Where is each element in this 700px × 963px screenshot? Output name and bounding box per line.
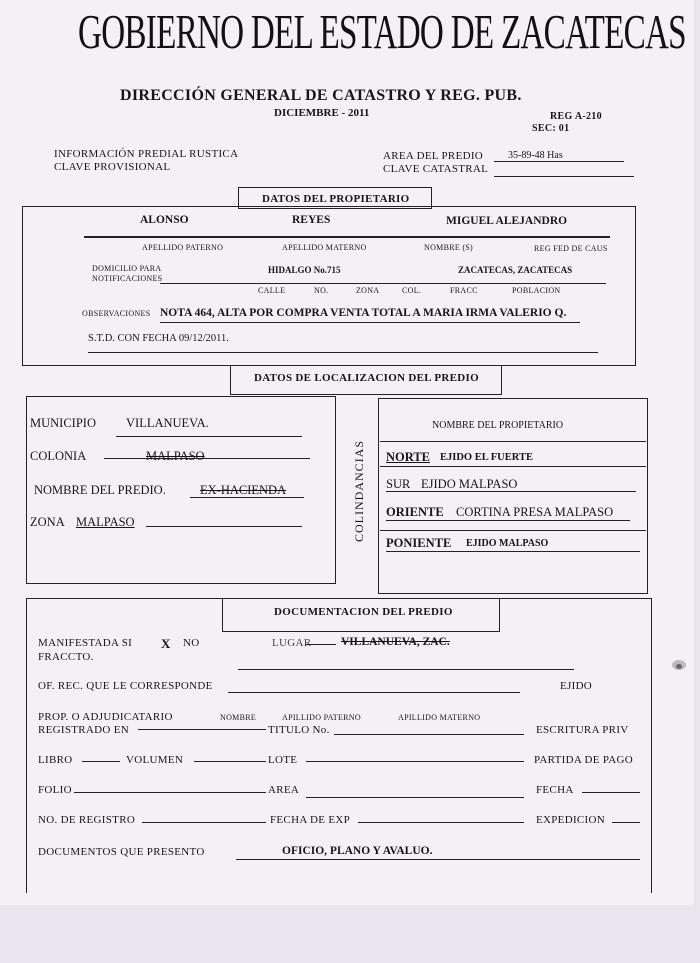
oriente-value: CORTINA PRESA MALPASO (456, 505, 614, 519)
documentos-value: OFICIO, PLANO Y AVALUO. (282, 845, 433, 857)
oriente-label: ORIENTE (386, 505, 444, 519)
lbl-apellido-materno: APELLIDO MATERNO (282, 243, 367, 252)
clave-catastral-label: CLAVE CATASTRAL (383, 163, 489, 175)
lbl-poblacion: POBLACION (512, 286, 561, 295)
colindancias-label: COLINDANCIAS (352, 440, 366, 542)
norte-value: EJIDO EL FUERTE (440, 452, 533, 463)
folio-label: FOLIO (38, 784, 72, 796)
lbl-reg-fed: REG FED DE CAUS (534, 244, 608, 253)
poniente-value: EJIDO MALPASO (466, 538, 549, 549)
lbl-fracc: FRACC (450, 286, 478, 295)
owner-calle-value: HIDALGO No.715 (268, 265, 341, 275)
owner-section-title: DATOS DEL PROPIETARIO (262, 193, 410, 205)
area-predio-label: AREA DEL PREDIO (383, 150, 484, 162)
lbl-domicilio-1: DOMICILIO PARA (92, 264, 162, 273)
lbl-doc-materno: APILLIDO MATERNO (398, 713, 481, 722)
document-subtitle: DIRECCIÓN GENERAL DE CATASTRO Y REG. PUB. (120, 87, 522, 104)
libro-label: LIBRO (38, 754, 73, 766)
scan-speck (676, 664, 682, 669)
owner-poblacion-value: ZACATECAS, ZACATECAS (458, 265, 573, 275)
location-section-title: DATOS DE LOCALIZACION DEL PREDIO (254, 372, 479, 384)
lbl-calle: CALLE (258, 286, 286, 295)
fraccto-label: FRACCTO. (38, 651, 94, 663)
colonia-value: MALPASO (146, 449, 205, 463)
lbl-zona: ZONA (356, 286, 380, 295)
clave-provisional-label: CLAVE PROVISIONAL (54, 161, 171, 173)
documentos-label: DOCUMENTOS QUE PRESENTO (38, 846, 205, 858)
volumen-label: VOLUMEN (126, 754, 184, 766)
colonia-label: COLONIA (30, 449, 87, 463)
lbl-doc-paterno: APILLIDO PATERNO (282, 713, 361, 722)
lbl-observaciones: OBSERVACIONES (82, 309, 151, 318)
area-predio-value: 35-89-48 Has (508, 150, 563, 161)
area-label: AREA (268, 784, 300, 796)
document-date: DICIEMBRE - 2011 (274, 107, 370, 119)
reg-code: REG A-210 (550, 111, 602, 122)
ejido-label: EJIDO (560, 680, 593, 692)
prop-adj-label: PROP. O ADJUDICATARIO (38, 711, 173, 723)
docs-section-title: DOCUMENTACION DEL PREDIO (274, 606, 453, 618)
nombre-predio-label: NOMBRE DEL PREDIO. (34, 483, 166, 497)
lbl-domicilio-2: NOTIFICACIONES (92, 274, 163, 283)
lugar-value: VILLANUEVA, ZAC. (341, 636, 450, 648)
lbl-no: NO. (314, 286, 329, 295)
owner-apellido-materno: REYES (292, 214, 331, 226)
predial-label: INFORMACIÓN PREDIAL RUSTICA (54, 148, 239, 160)
nombre-propietario-label: NOMBRE DEL PROPIETARIO (432, 420, 564, 431)
owner-observaciones-2: S.T.D. CON FECHA 09/12/2011. (88, 333, 229, 344)
owner-apellido-paterno: ALONSO (140, 214, 189, 226)
partida-label: PARTIDA DE PAGO (534, 754, 633, 766)
poniente-label: PONIENTE (386, 536, 452, 550)
lbl-col: COL. (402, 286, 422, 295)
document-title: GOBIERNO DEL ESTADO DE ZACATECAS (78, 5, 686, 59)
municipio-value: VILLANUEVA. (126, 416, 209, 430)
no-registro-label: NO. DE REGISTRO (38, 814, 136, 826)
lote-label: LOTE (268, 754, 298, 766)
lbl-nombres: NOMBRE (S) (424, 243, 474, 252)
of-rec-label: OF. REC. QUE LE CORRESPONDE (38, 680, 213, 692)
owner-observaciones: NOTA 464, ALTA POR COMPRA VENTA TOTAL A MARIA IRMA VALERIO Q. (160, 307, 567, 319)
escritura-label: ESCRITURA PRIV (536, 724, 629, 736)
sur-label: SUR (386, 477, 411, 491)
expedicion-label: EXPEDICION (536, 814, 605, 826)
zona-label: ZONA (30, 515, 65, 529)
owner-nombres: MIGUEL ALEJANDRO (446, 215, 568, 227)
manifestada-no: NO (183, 637, 200, 649)
sur-value: EJIDO MALPASO (421, 477, 518, 491)
lbl-apellido-paterno: APELLIDO PATERNO (142, 243, 224, 252)
registrado-label: REGISTRADO EN (38, 724, 129, 736)
zona-value: MALPASO (76, 515, 135, 529)
titulo-label: TITULO No. (268, 724, 330, 736)
sec-code: SEC: 01 (532, 123, 570, 134)
nombre-predio-value: EX-HACIENDA (200, 483, 287, 497)
fecha-exp-label: FECHA DE EXP (270, 814, 350, 826)
lugar-label: LUGAR (272, 637, 312, 649)
municipio-label: MUNICIPIO (30, 416, 96, 430)
manifestada-mark: X (161, 636, 171, 651)
lbl-doc-nombre: NOMBRE (220, 713, 257, 722)
norte-label: NORTE (386, 450, 431, 464)
manifestada-label: MANIFESTADA SI (38, 637, 133, 649)
fecha-label: FECHA (536, 784, 574, 796)
